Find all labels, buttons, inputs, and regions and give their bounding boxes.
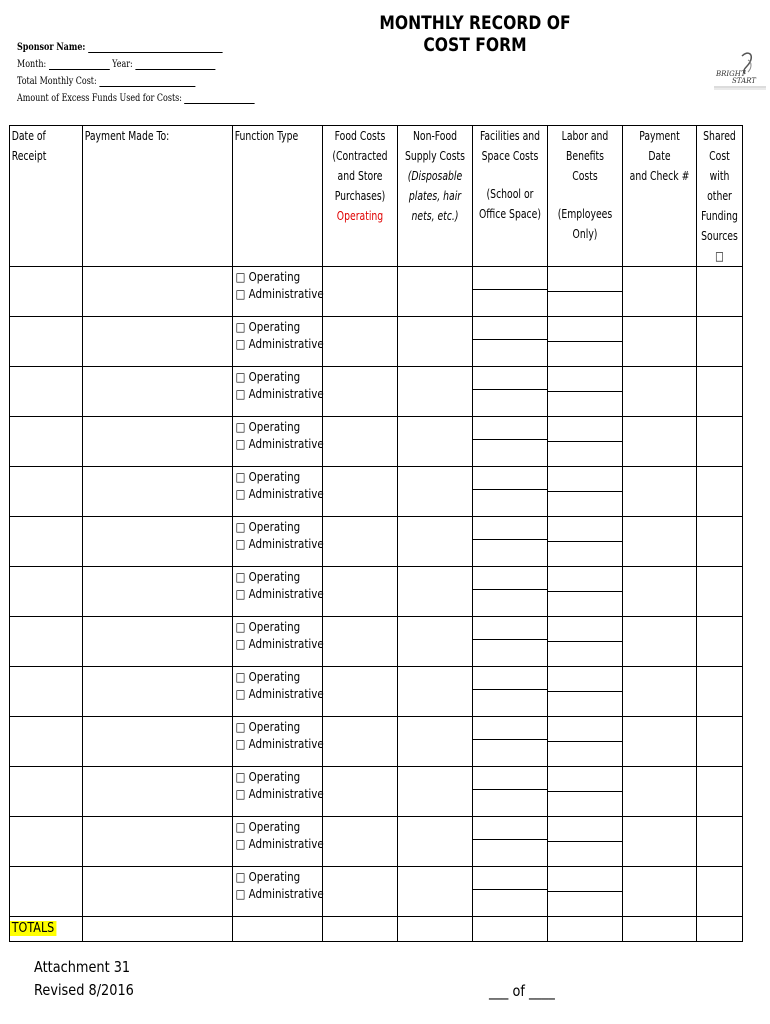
totals-label-cell — [10, 917, 83, 942]
nonfood-cell[interactable] — [398, 767, 473, 817]
payment-cell[interactable] — [83, 667, 233, 717]
administrative-checkbox[interactable]: □ Administrative — [235, 787, 324, 801]
split-line — [548, 591, 622, 592]
paydate-cell[interactable] — [623, 467, 697, 517]
col-date-of-receipt: Date of Receipt — [10, 126, 83, 267]
table-row — [10, 717, 743, 767]
administrative-checkbox[interactable]: □ Administrative — [235, 637, 324, 651]
operating-checkbox[interactable]: □ Operating — [235, 870, 301, 884]
food-cell[interactable] — [323, 717, 398, 767]
food-cell[interactable] — [323, 317, 398, 367]
table-row — [10, 617, 743, 667]
function-cell[interactable] — [233, 517, 323, 567]
split-line — [473, 839, 547, 840]
revised-label: Revised 8/2016 — [34, 981, 134, 999]
payment-cell[interactable] — [83, 367, 233, 417]
shared-cell[interactable] — [697, 867, 743, 917]
shared-cell[interactable] — [697, 767, 743, 817]
nonfood-cell[interactable] — [398, 467, 473, 517]
function-cell[interactable] — [233, 717, 323, 767]
split-line — [473, 739, 547, 740]
table-row — [10, 567, 743, 617]
totals-row — [10, 917, 743, 942]
split-line — [548, 891, 622, 892]
shared-cell[interactable] — [697, 617, 743, 667]
nonfood-cell[interactable] — [398, 367, 473, 417]
payment-cell[interactable] — [83, 767, 233, 817]
table-row — [10, 317, 743, 367]
nonfood-cell[interactable] — [398, 267, 473, 317]
table-row — [10, 417, 743, 467]
attachment-label: Attachment 31 — [34, 958, 131, 976]
split-line — [473, 289, 547, 290]
date-cell[interactable] — [10, 317, 83, 367]
facilities-cell[interactable] — [473, 517, 548, 567]
table-row — [10, 767, 743, 817]
split-line — [548, 641, 622, 642]
table-row — [10, 467, 743, 517]
split-line — [473, 489, 547, 490]
nonfood-cell[interactable] — [398, 617, 473, 667]
function-cell[interactable] — [233, 367, 323, 417]
labor-cell[interactable] — [548, 667, 623, 717]
administrative-checkbox[interactable]: □ Administrative — [235, 437, 324, 451]
sponsor-name-label: Sponsor Name: — [17, 42, 86, 53]
date-cell[interactable] — [10, 367, 83, 417]
labor-cell[interactable] — [548, 467, 623, 517]
nonfood-cell[interactable] — [398, 517, 473, 567]
shared-checkbox[interactable]: □ — [715, 249, 724, 263]
function-cell[interactable] — [233, 867, 323, 917]
shared-cell[interactable] — [697, 267, 743, 317]
page-of-label: ___ of ____ — [489, 982, 555, 1000]
col-function-type: Function Type — [233, 126, 323, 267]
facilities-cell[interactable] — [473, 567, 548, 617]
split-line — [548, 341, 622, 342]
table-row — [10, 517, 743, 567]
split-line — [548, 691, 622, 692]
payment-cell[interactable] — [83, 867, 233, 917]
nonfood-cell[interactable] — [398, 817, 473, 867]
totals-facilities-cell[interactable] — [473, 917, 548, 942]
facilities-cell[interactable] — [473, 867, 548, 917]
table-row — [10, 367, 743, 417]
food-cell[interactable] — [323, 667, 398, 717]
operating-checkbox[interactable]: □ Operating — [235, 720, 301, 734]
function-cell[interactable] — [233, 767, 323, 817]
table-row — [10, 867, 743, 917]
payment-cell[interactable] — [83, 467, 233, 517]
date-cell[interactable] — [10, 867, 83, 917]
labor-cell[interactable] — [548, 517, 623, 567]
split-line — [548, 791, 622, 792]
split-line — [473, 389, 547, 390]
function-cell[interactable] — [233, 317, 323, 367]
totals-paydate-cell[interactable] — [623, 917, 697, 942]
operating-checkbox[interactable]: □ Operating — [235, 370, 301, 384]
total-monthly-cost-label: Total Monthly Cost: — [17, 76, 97, 87]
administrative-checkbox[interactable]: □ Administrative — [235, 687, 324, 701]
shared-cell[interactable] — [697, 417, 743, 467]
split-line — [473, 589, 547, 590]
totals-shared-cell[interactable] — [697, 917, 743, 942]
labor-cell[interactable] — [548, 617, 623, 667]
date-cell[interactable] — [10, 517, 83, 567]
function-cell[interactable] — [233, 467, 323, 517]
payment-cell[interactable] — [83, 617, 233, 667]
payment-cell[interactable] — [83, 717, 233, 767]
facilities-cell[interactable] — [473, 767, 548, 817]
shared-cell[interactable] — [697, 317, 743, 367]
facilities-cell[interactable] — [473, 417, 548, 467]
administrative-checkbox[interactable]: □ Administrative — [235, 837, 324, 851]
split-line — [548, 541, 622, 542]
nonfood-cell[interactable] — [398, 567, 473, 617]
operating-checkbox[interactable]: □ Operating — [235, 320, 301, 334]
food-cell[interactable] — [323, 867, 398, 917]
operating-checkbox[interactable]: □ Operating — [235, 620, 301, 634]
payment-cell[interactable] — [83, 817, 233, 867]
date-cell[interactable] — [10, 667, 83, 717]
shared-cell[interactable] — [697, 467, 743, 517]
payment-cell[interactable] — [83, 417, 233, 467]
payment-cell[interactable] — [83, 567, 233, 617]
date-cell[interactable] — [10, 267, 83, 317]
operating-checkbox[interactable]: □ Operating — [235, 270, 301, 284]
labor-cell[interactable] — [548, 717, 623, 767]
facilities-cell[interactable] — [473, 717, 548, 767]
food-cell[interactable] — [323, 617, 398, 667]
food-cell[interactable] — [323, 367, 398, 417]
administrative-checkbox[interactable]: □ Administrative — [235, 587, 324, 601]
operating-checkbox[interactable]: □ Operating — [235, 670, 301, 684]
food-cell[interactable] — [323, 417, 398, 467]
col-facilities-costs: Facilities and Space Costs (School or Office Space) — [473, 126, 548, 267]
function-cell[interactable] — [233, 567, 323, 617]
logo-text-1: BRIGHT — [716, 70, 746, 78]
food-cell[interactable] — [323, 267, 398, 317]
operating-checkbox[interactable]: □ Operating — [235, 470, 301, 484]
year-label: Year: — [112, 59, 133, 70]
facilities-cell[interactable] — [473, 367, 548, 417]
administrative-checkbox[interactable]: □ Administrative — [235, 287, 324, 301]
food-cell[interactable] — [323, 517, 398, 567]
food-operating-note: Operating — [336, 209, 384, 223]
payment-cell[interactable] — [83, 317, 233, 367]
administrative-checkbox[interactable]: □ Administrative — [235, 887, 324, 901]
function-cell[interactable] — [233, 617, 323, 667]
date-cell[interactable] — [10, 417, 83, 467]
table-row — [10, 667, 743, 717]
operating-checkbox[interactable]: □ Operating — [235, 820, 301, 834]
paydate-cell[interactable] — [623, 367, 697, 417]
operating-checkbox[interactable]: □ Operating — [235, 520, 301, 534]
administrative-checkbox[interactable]: □ Administrative — [235, 337, 324, 351]
month-year-field[interactable] — [17, 59, 215, 70]
nonfood-cell[interactable] — [398, 317, 473, 367]
paydate-cell[interactable] — [623, 617, 697, 667]
facilities-cell[interactable] — [473, 667, 548, 717]
paydate-cell[interactable] — [623, 717, 697, 767]
labor-cell[interactable] — [548, 767, 623, 817]
nonfood-cell[interactable] — [398, 667, 473, 717]
labor-cell[interactable] — [548, 567, 623, 617]
labor-cell[interactable] — [548, 867, 623, 917]
food-cell[interactable] — [323, 817, 398, 867]
nonfood-cell[interactable] — [398, 717, 473, 767]
date-cell[interactable] — [10, 817, 83, 867]
month-label: Month: — [17, 59, 47, 70]
excess-funds-label: Amount of Excess Funds Used for Costs: — [17, 93, 182, 104]
shared-cell[interactable] — [697, 817, 743, 867]
facilities-cell[interactable] — [473, 317, 548, 367]
function-cell[interactable] — [233, 817, 323, 867]
shared-cell[interactable] — [697, 717, 743, 767]
function-cell[interactable] — [233, 667, 323, 717]
administrative-checkbox[interactable]: □ Administrative — [235, 487, 324, 501]
col-food-costs: Food Costs (Contracted and Store Purchases) Operating — [323, 126, 398, 267]
totals-label: TOTALS — [11, 921, 55, 936]
date-cell[interactable] — [10, 467, 83, 517]
paydate-cell[interactable] — [623, 517, 697, 567]
totals-food-cell[interactable] — [323, 917, 398, 942]
facilities-cell[interactable] — [473, 617, 548, 667]
split-line — [548, 741, 622, 742]
function-cell[interactable] — [233, 267, 323, 317]
administrative-checkbox[interactable]: □ Administrative — [235, 537, 324, 551]
operating-checkbox[interactable]: □ Operating — [235, 770, 301, 784]
food-cell[interactable] — [323, 767, 398, 817]
split-line — [473, 539, 547, 540]
date-cell[interactable] — [10, 717, 83, 767]
split-line — [473, 689, 547, 690]
col-labor-costs: Labor and Benefits Costs (Employees Only) — [548, 126, 623, 267]
paydate-cell[interactable] — [623, 867, 697, 917]
labor-cell[interactable] — [548, 817, 623, 867]
payment-cell[interactable] — [83, 517, 233, 567]
split-line — [473, 339, 547, 340]
totals-nonfood-cell[interactable] — [398, 917, 473, 942]
totals-labor-cell[interactable] — [548, 917, 623, 942]
administrative-checkbox[interactable]: □ Administrative — [235, 737, 324, 751]
split-line — [548, 391, 622, 392]
facilities-cell[interactable] — [473, 467, 548, 517]
shared-cell[interactable] — [697, 367, 743, 417]
total-monthly-cost-field[interactable] — [17, 76, 195, 87]
header-row — [10, 126, 743, 267]
table-row — [10, 817, 743, 867]
food-cell[interactable] — [323, 467, 398, 517]
facilities-cell[interactable] — [473, 817, 548, 867]
labor-cell[interactable] — [548, 417, 623, 467]
nonfood-cell[interactable] — [398, 867, 473, 917]
totals-function-cell[interactable] — [233, 917, 323, 942]
col-non-food-costs: Non-Food Supply Costs (Disposable plates, hair nets, etc.) — [398, 126, 473, 267]
col-shared-cost: Shared Cost with other Funding Sources □ — [697, 126, 743, 267]
excess-funds-field[interactable] — [17, 93, 255, 104]
food-cell[interactable] — [323, 567, 398, 617]
split-line — [473, 639, 547, 640]
form-title: MONTHLY RECORD OF COST FORM — [379, 12, 571, 56]
shared-cell[interactable] — [697, 567, 743, 617]
payment-cell[interactable] — [83, 267, 233, 317]
col-payment-made-to: Payment Made To: — [83, 126, 233, 267]
totals-payment-cell[interactable] — [83, 917, 233, 942]
sponsor-name-field[interactable] — [17, 42, 222, 53]
function-cell[interactable] — [233, 417, 323, 467]
paydate-cell[interactable] — [623, 417, 697, 467]
split-line — [473, 889, 547, 890]
cost-table — [9, 125, 743, 942]
date-cell[interactable] — [10, 567, 83, 617]
col-payment-date: Payment Date and Check # — [623, 126, 697, 267]
split-line — [473, 439, 547, 440]
paydate-cell[interactable] — [623, 767, 697, 817]
split-line — [548, 291, 622, 292]
paydate-cell[interactable] — [623, 817, 697, 867]
labor-cell[interactable] — [548, 267, 623, 317]
split-line — [548, 491, 622, 492]
paydate-cell[interactable] — [623, 667, 697, 717]
date-cell[interactable] — [10, 617, 83, 667]
split-line — [548, 441, 622, 442]
administrative-checkbox[interactable]: □ Administrative — [235, 387, 324, 401]
paydate-cell[interactable] — [623, 267, 697, 317]
shared-cell[interactable] — [697, 517, 743, 567]
split-line — [548, 841, 622, 842]
bright-start-logo — [712, 50, 768, 92]
paydate-cell[interactable] — [623, 567, 697, 617]
facilities-cell[interactable] — [473, 267, 548, 317]
logo-text-2: START — [732, 77, 756, 85]
date-cell[interactable] — [10, 767, 83, 817]
labor-cell[interactable] — [548, 367, 623, 417]
paydate-cell[interactable] — [623, 317, 697, 367]
table-row — [10, 267, 743, 317]
shared-cell[interactable] — [697, 667, 743, 717]
nonfood-cell[interactable] — [398, 417, 473, 467]
split-line — [473, 789, 547, 790]
operating-checkbox[interactable]: □ Operating — [235, 420, 301, 434]
operating-checkbox[interactable]: □ Operating — [235, 570, 301, 584]
labor-cell[interactable] — [548, 317, 623, 367]
